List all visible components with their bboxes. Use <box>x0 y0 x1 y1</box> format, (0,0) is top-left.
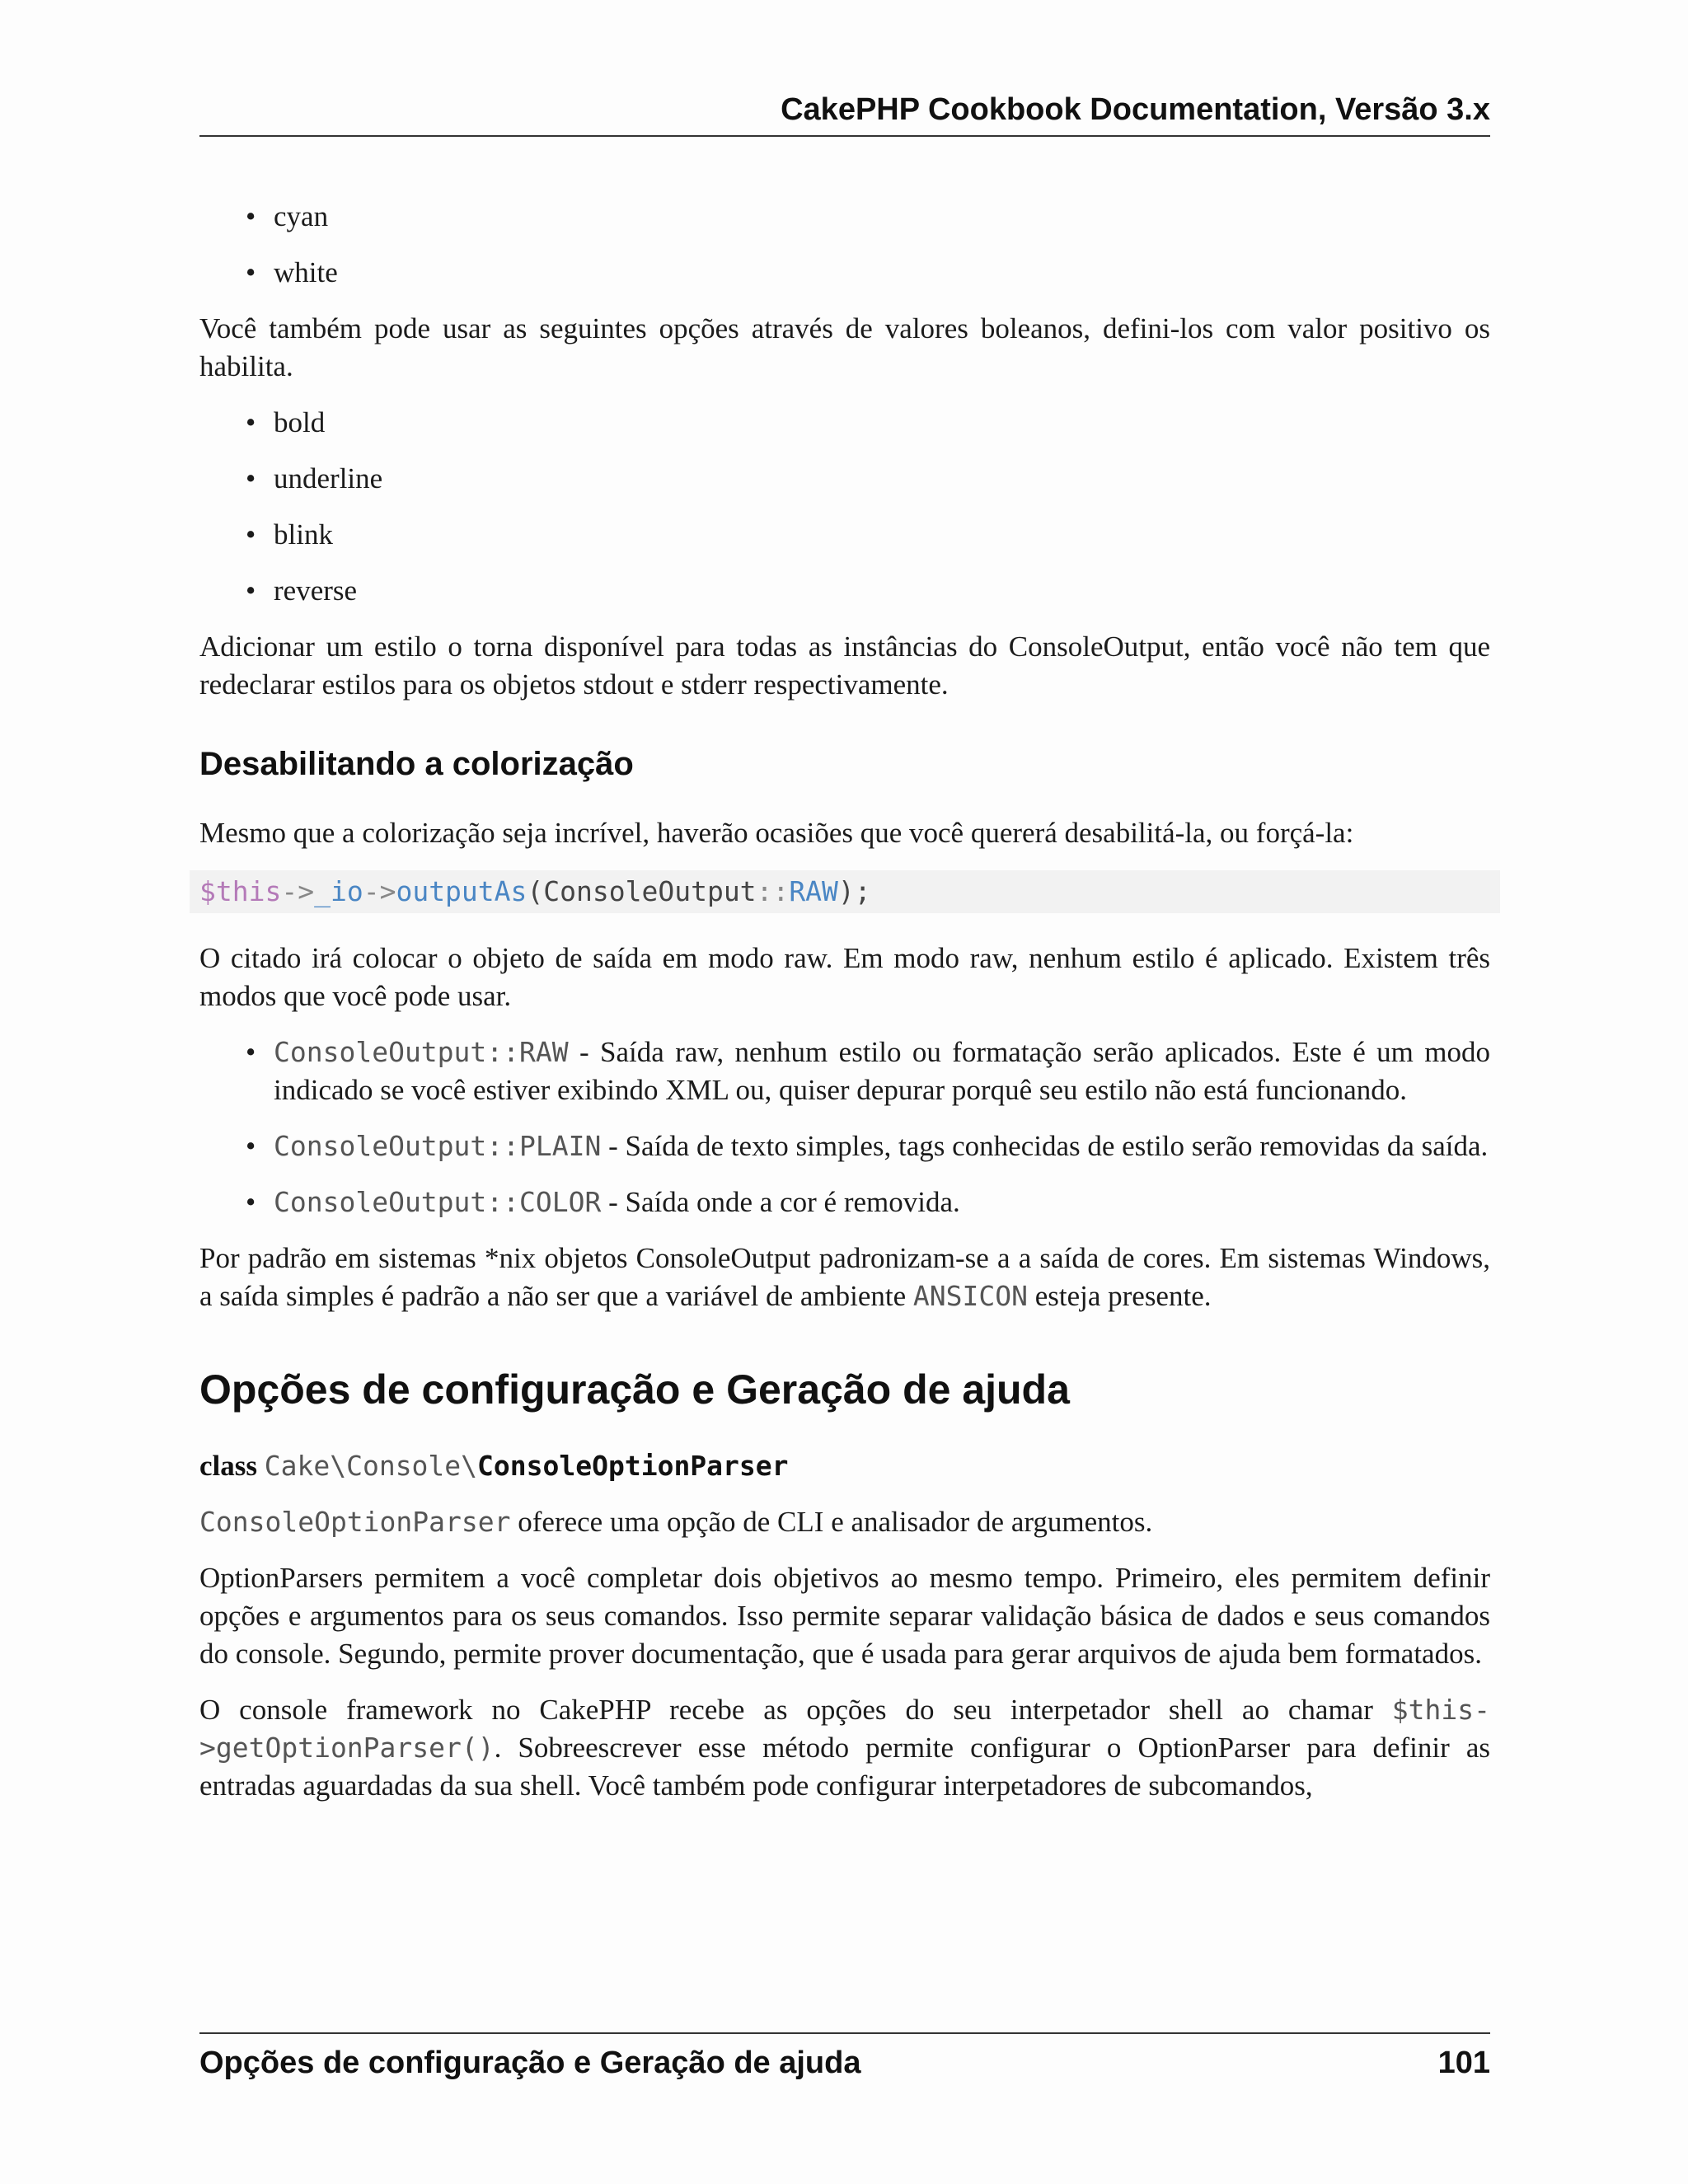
style-options-list <box>199 404 1490 610</box>
code-block: $this->_io->outputAs(ConsoleOutput::RAW); <box>190 870 1500 913</box>
inline-code: ConsoleOutput::RAW <box>274 1036 569 1068</box>
class-signature: class Cake\Console\ConsoleOptionParser <box>199 1450 789 1482</box>
paragraph: Você também pode usar as seguintes opções através de valores boleanos, defini-los com valor positivo os habilita. <box>199 312 1490 382</box>
inline-code: ConsoleOptionParser <box>199 1506 511 1538</box>
color-list <box>199 198 1490 292</box>
list-item: • ConsoleOutput::RAW - Saída raw, nenhum estilo ou formatação serão aplicados. Este é um modo indicado se você estiver exibindo XML ou, quiser depurar porquê seu estilo não está funcionando. <box>274 1033 1490 1109</box>
list-item: • ConsoleOutput::PLAIN - Saída de texto simples, tags conhecidas de estilo serão removidas da saída. <box>274 1127 1490 1165</box>
inline-code: $this->getOptionParser() <box>199 1694 1490 1764</box>
page-footer <box>199 2032 1490 2092</box>
inline-code: ConsoleOutput::COLOR <box>274 1186 602 1218</box>
inline-code: ConsoleOutput::PLAIN <box>274 1130 602 1162</box>
footer-section-title: Opções de configuração e Geração de ajuda <box>199 2046 861 2080</box>
page-header <box>199 89 1490 137</box>
section-heading-disable-color: Desabilitando a colorização <box>199 746 634 782</box>
section-heading-option-parser: Opções de configuração e Geração de ajuda <box>199 1366 1070 1413</box>
list-item: • blink <box>274 516 1490 554</box>
paragraph: O citado irá colocar o objeto de saída em modo raw. Em modo raw, nenhum estilo é aplicado. Existem três modos que você pode usar. <box>199 942 1490 1012</box>
output-modes-list <box>199 1033 1490 1221</box>
paragraph: ConsoleOptionParser oferece uma opção de CLI e analisador de argumentos. <box>199 1506 1153 1538</box>
page-content <box>199 198 1490 1823</box>
list-item: • cyan <box>274 198 1490 236</box>
header-title: CakePHP Cookbook Documentation, Versão 3.x <box>781 92 1490 127</box>
paragraph: OptionParsers permitem a você completar dois objetivos ao mesmo tempo. Primeiro, eles permitem definir opções e argumentos para os seus comandos. Isso permite separar validação básica de dados e seus comandos do console. Segundo, permite prover documentação, que é usada para gerar arquivos de ajuda bem formatados. <box>199 1562 1490 1670</box>
page-number: 101 <box>1437 2046 1490 2080</box>
paragraph: O console framework no CakePHP recebe as opções do seu interpetador shell ao chamar $this->getOptionParser(). Sobreescrever esse método permite configurar o OptionParser para definir as entradas aguardadas da sua shell. Você também pode configurar interpetadores de subcomandos, <box>199 1694 1490 1802</box>
inline-code: ANSICON <box>912 1280 1028 1312</box>
list-item: • underline <box>274 460 1490 498</box>
list-item: • reverse <box>274 572 1490 610</box>
paragraph: Mesmo que a colorização seja incrível, haverão ocasiões que você quererá desabilitá-la, ou forçá-la: <box>199 817 1354 849</box>
list-item: • white <box>274 254 1490 292</box>
paragraph: Adicionar um estilo o torna disponível para todas as instâncias do ConsoleOutput, então você não tem que redeclarar estilos para os objetos stdout e stderr respectivamente. <box>199 630 1490 701</box>
paragraph: Por padrão em sistemas *nix objetos ConsoleOutput padronizam-se a a saída de cores. Em sistemas Windows, a saída simples é padrão a não ser que a variável de ambiente ANSICON esteja presente. <box>199 1242 1490 1312</box>
list-item: • ConsoleOutput::COLOR - Saída onde a cor é removida. <box>274 1183 1490 1221</box>
list-item: • bold <box>274 404 1490 442</box>
